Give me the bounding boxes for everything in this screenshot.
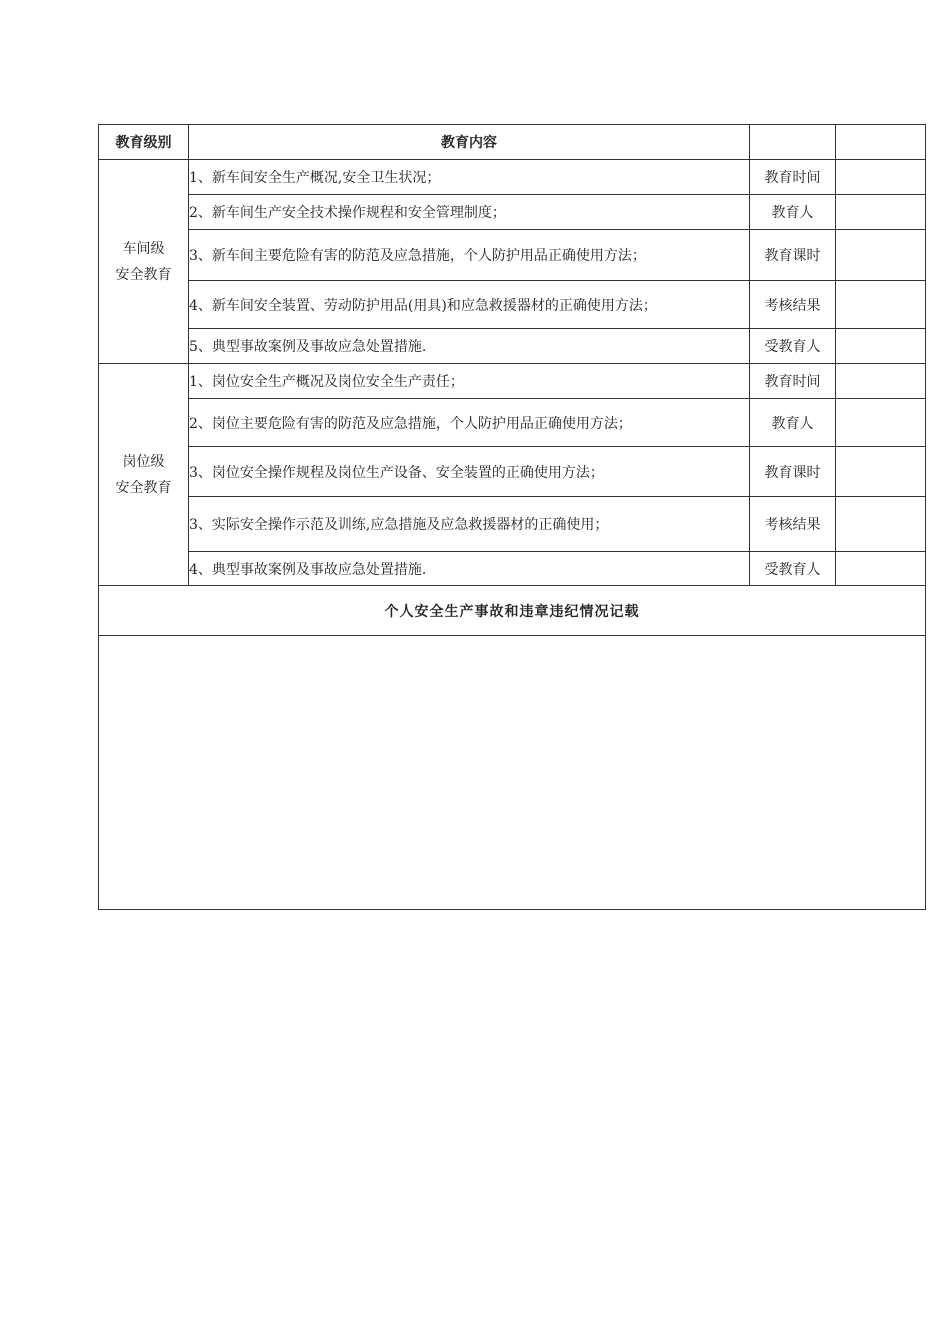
field-label: 教育时间 (750, 364, 836, 399)
value-cell[interactable] (836, 195, 926, 230)
value-cell[interactable] (836, 399, 926, 447)
record-title-row (99, 586, 926, 636)
table-row (99, 195, 926, 230)
record-body-area[interactable] (99, 636, 926, 910)
content-cell: 3、岗位安全操作规程及岗位生产设备、安全装置的正确使用方法； (189, 447, 750, 497)
table-row (99, 160, 926, 195)
table-row (99, 364, 926, 399)
field-label: 教育人 (750, 195, 836, 230)
value-cell[interactable] (836, 447, 926, 497)
value-cell[interactable] (836, 230, 926, 281)
table-row (99, 329, 926, 364)
level-label-line2: 安全教育 (115, 266, 172, 283)
content-cell: 4、典型事故案例及事故应急处置措施. (189, 552, 750, 586)
content-cell: 1、岗位安全生产概况及岗位安全生产责任； (189, 364, 750, 399)
content-cell: 3、实际安全操作示范及训练,应急措施及应急救援器材的正确使用； (189, 497, 750, 552)
value-cell[interactable] (836, 497, 926, 552)
table-row (99, 447, 926, 497)
field-label: 受教育人 (750, 552, 836, 586)
record-title: 个人安全生产事故和违章违纪情况记载 (99, 586, 926, 636)
header-level: 教育级别 (99, 125, 189, 160)
content-cell: 2、岗位主要危险有害的防范及应急措施，个人防护用品正确使用方法； (189, 399, 750, 447)
value-cell[interactable] (836, 281, 926, 329)
table-row (99, 552, 926, 586)
content-cell: 2、新车间生产安全技术操作规程和安全管理制度； (189, 195, 750, 230)
level-label-line1: 岗位级 (122, 453, 165, 470)
level-cell-post (99, 364, 189, 586)
field-label: 考核结果 (750, 281, 836, 329)
value-cell[interactable] (836, 552, 926, 586)
header-field (750, 125, 836, 160)
content-cell: 4、新车间安全装置、劳动防护用品(用具)和应急救援器材的正确使用方法； (189, 281, 750, 329)
field-label: 教育人 (750, 399, 836, 447)
header-content: 教育内容 (189, 125, 750, 160)
value-cell[interactable] (836, 364, 926, 399)
safety-education-table (98, 124, 926, 910)
content-cell: 5、典型事故案例及事故应急处置措施. (189, 329, 750, 364)
record-body-row (99, 636, 926, 910)
level-cell-workshop (99, 160, 189, 364)
level-label-line2: 安全教育 (115, 479, 172, 496)
field-label: 教育时间 (750, 160, 836, 195)
field-label: 考核结果 (750, 497, 836, 552)
table-row (99, 497, 926, 552)
table-row (99, 230, 926, 281)
level-label-line1: 车间级 (122, 240, 165, 257)
field-label: 受教育人 (750, 329, 836, 364)
value-cell[interactable] (836, 160, 926, 195)
field-label: 教育课时 (750, 230, 836, 281)
content-cell: 1、新车间安全生产概况,安全卫生状况； (189, 160, 750, 195)
field-label: 教育课时 (750, 447, 836, 497)
content-cell: 3、新车间主要危险有害的防范及应急措施，个人防护用品正确使用方法； (189, 230, 750, 281)
value-cell[interactable] (836, 329, 926, 364)
header-value (836, 125, 926, 160)
table-row (99, 399, 926, 447)
header-row (99, 125, 926, 160)
table-row (99, 281, 926, 329)
